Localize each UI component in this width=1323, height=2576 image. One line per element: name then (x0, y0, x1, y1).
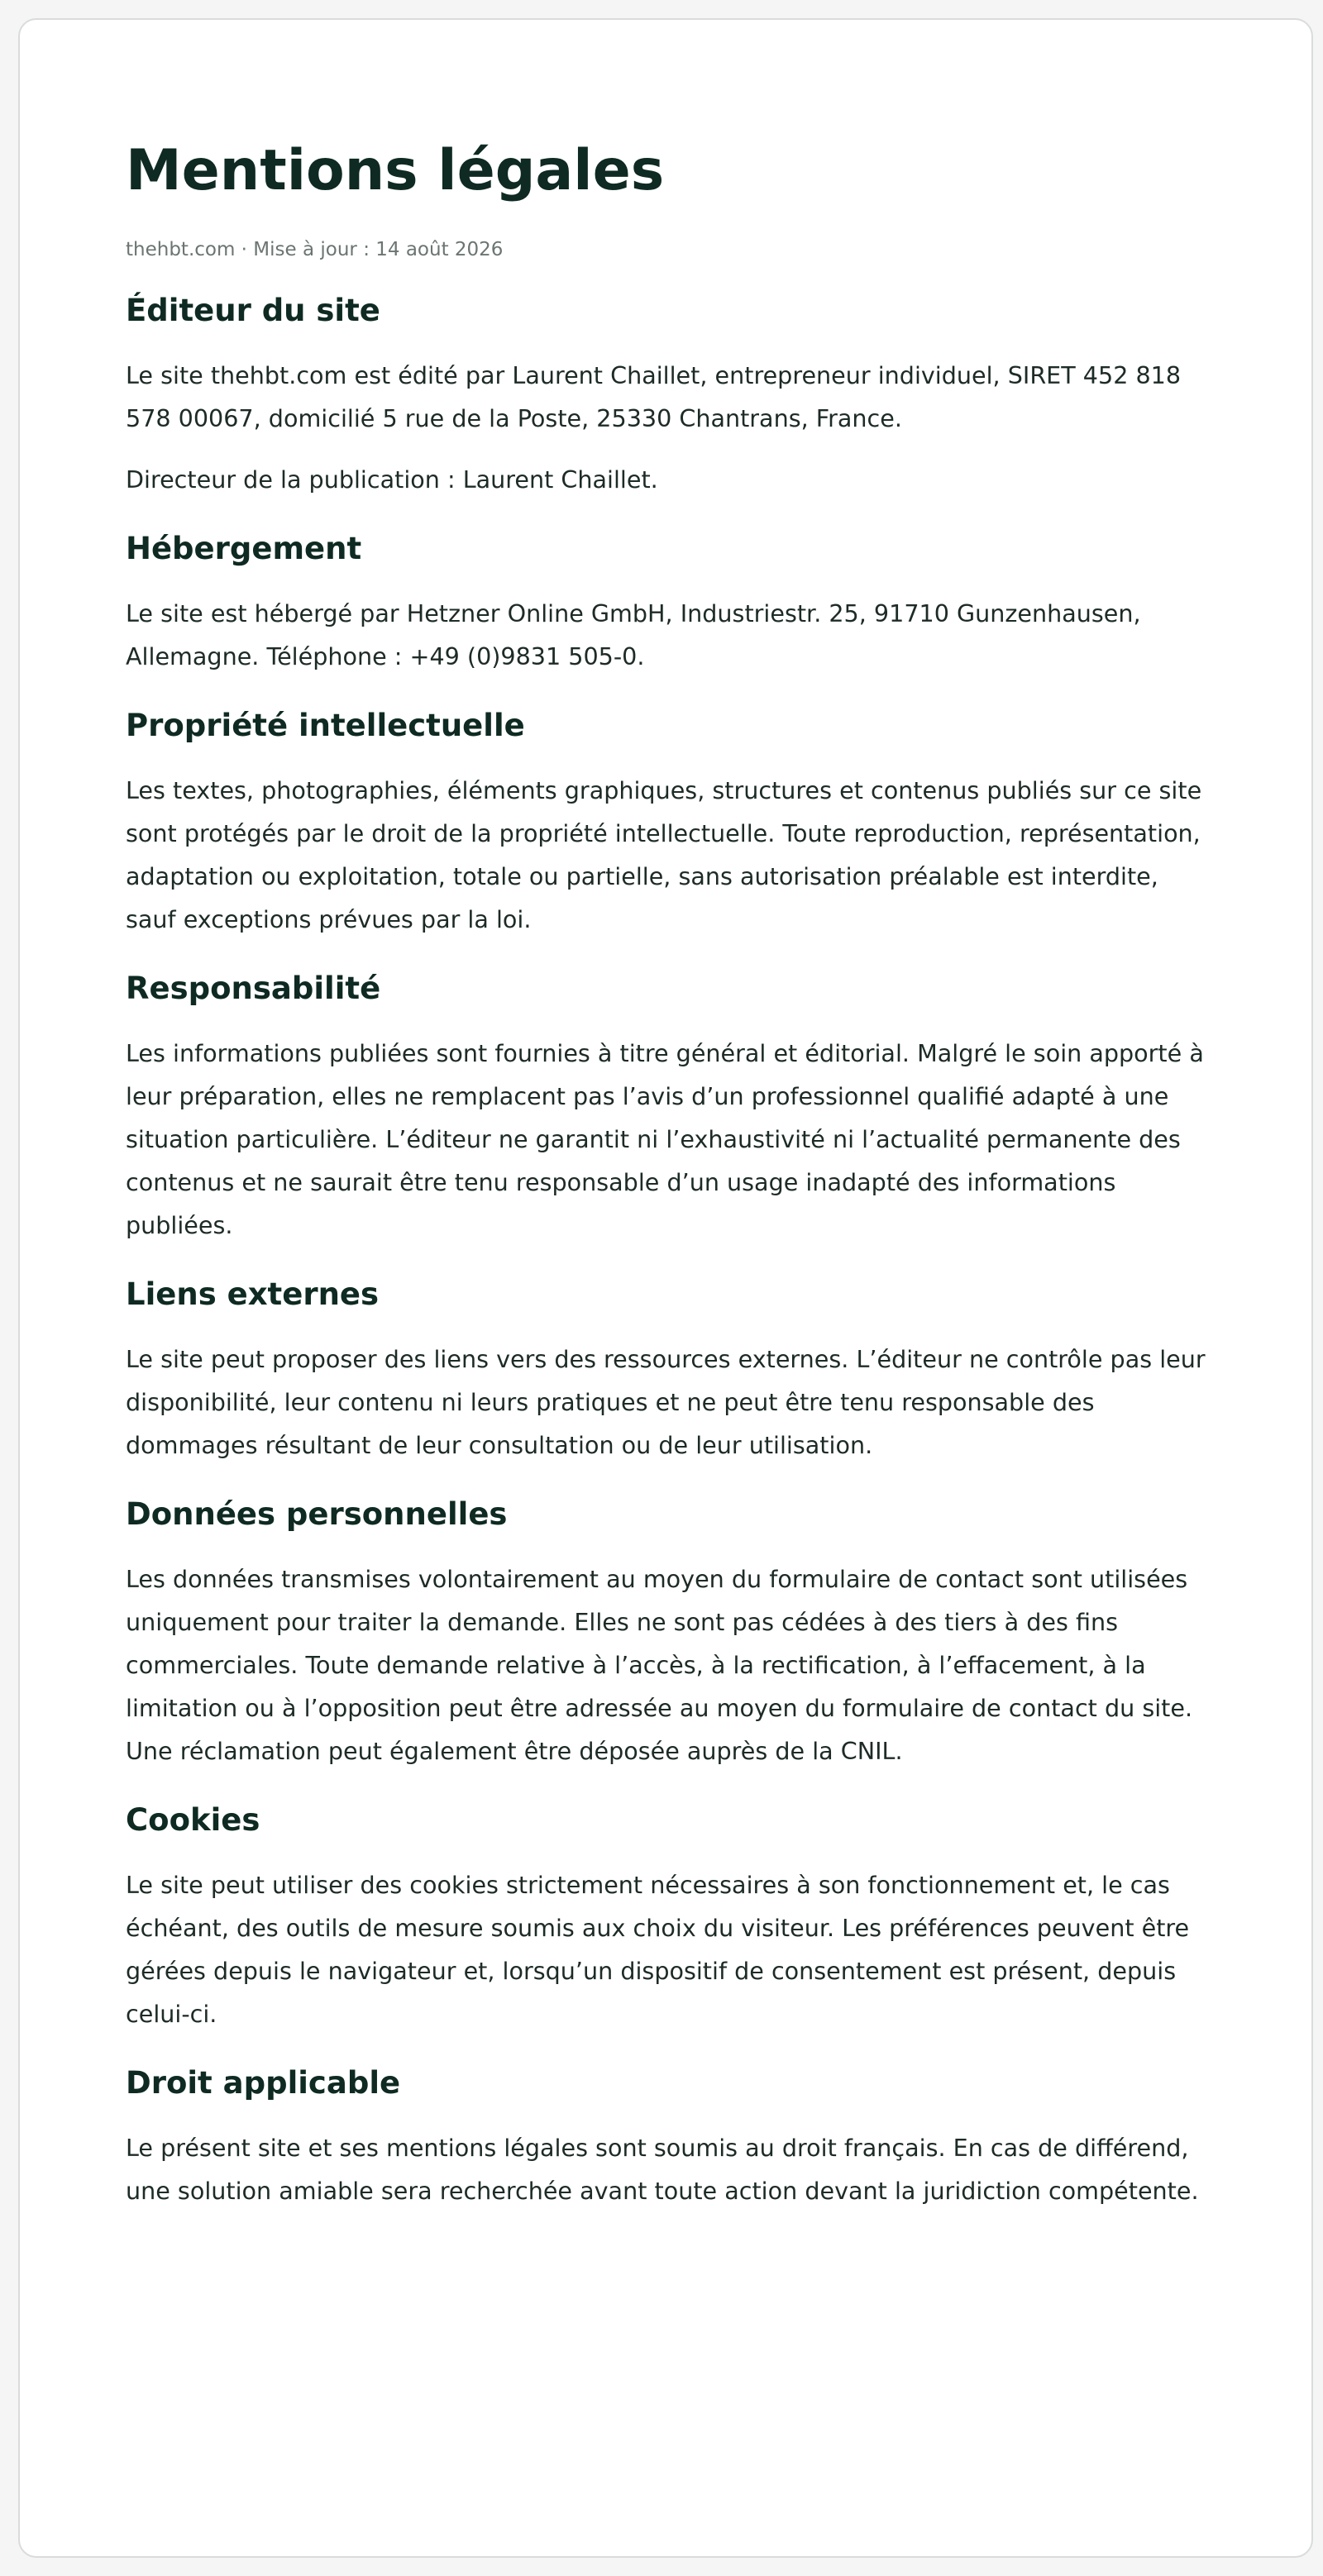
section-propriete-intellectuelle (126, 704, 1206, 941)
section-heading: Responsabilité (126, 971, 381, 1006)
section-paragraph: Directeur de la publication : Laurent Chaillet. (126, 465, 658, 494)
section-droit-applicable (126, 2062, 1206, 2212)
section-paragraph: Le site thehbt.com est édité par Laurent Chaillet, entrepreneur individuel, SIRET 452 818 578 00067, domicilié 5 rue de la Poste, 25330 Chantrans, France. (126, 361, 1182, 432)
section-hebergement (126, 527, 1206, 678)
section-paragraph: Le site peut utiliser des cookies strictement nécessaires à son fonctionnement et, le cas échéant, des outils de mesure soumis aux choix du visiteur. Les préférences peuvent être gérées depuis le navigateur et, lorsqu’un dispositif de consentement est présent, depuis celui-ci. (126, 1871, 1190, 2028)
section-heading: Hébergement (126, 531, 362, 566)
section-heading: Liens externes (126, 1276, 380, 1312)
section-cookies (126, 1799, 1206, 2035)
section-donnees-personnelles (126, 1493, 1206, 1772)
section-heading: Éditeur du site (126, 293, 380, 328)
section-heading: Propriété intellectuelle (126, 708, 525, 743)
section-paragraph: Le site est hébergé par Hetzner Online GmbH, Industriestr. 25, 91710 Gunzenhausen, Allemagne. Téléphone : +49 (0)9831 505-0. (126, 599, 1141, 670)
section-heading: Cookies (126, 1802, 260, 1838)
section-heading: Données personnelles (126, 1496, 508, 1532)
section-paragraph: Les textes, photographies, éléments graphiques, structures et contenus publiés sur ce site sont protégés par le droit de la propriété intellectuelle. Toute reproduction, représentation, adaptation ou exploitation, totale ou partielle, sans autorisation préalable est interdite, sauf exceptions prévues par la loi. (126, 776, 1202, 933)
section-paragraph: Le site peut proposer des liens vers des ressources externes. L’éditeur ne contrôle pas leur disponibilité, leur contenu ni leurs pratiques et ne peut être tenu responsable des dommages résultant de leur consultation ou de leur utilisation. (126, 1345, 1206, 1459)
section-responsabilite (126, 967, 1206, 1247)
legal-notice-card (18, 18, 1313, 2558)
section-paragraph: Les données transmises volontairement au moyen du formulaire de contact sont utilisées uniquement pour traiter la demande. Elles ne sont pas cédées à des tiers à des fins commerciales. Toute demande relative à l’accès, à la rectification, à l’effacement, à la limitation ou à l’opposition peut être adressée au moyen du formulaire de contact du site. Une réclamation peut également être déposée auprès de la CNIL. (126, 1565, 1193, 1765)
section-liens-externes (126, 1273, 1206, 1467)
page-meta: thehbt.com · Mise à jour : 14 août 2026 (126, 239, 504, 260)
page-title: Mentions légales (126, 138, 665, 203)
section-paragraph: Les informations publiées sont fournies à titre général et éditorial. Malgré le soin apporté à leur préparation, elles ne remplacent pas l’avis d’un professionnel qualifié adapté à une situation particulière. L’éditeur ne garantit ni l’exhaustivité ni l’actualité permanente des contenus et ne saurait être tenu responsable d’un usage inadapté des informations publiées. (126, 1039, 1204, 1239)
section-paragraph: Le présent site et ses mentions légales sont soumis au droit français. En cas de différend, une solution amiable sera recherchée avant toute action devant la juridiction compétente. (126, 2134, 1199, 2205)
section-heading: Droit applicable (126, 2065, 401, 2101)
section-editeur (126, 289, 1206, 501)
